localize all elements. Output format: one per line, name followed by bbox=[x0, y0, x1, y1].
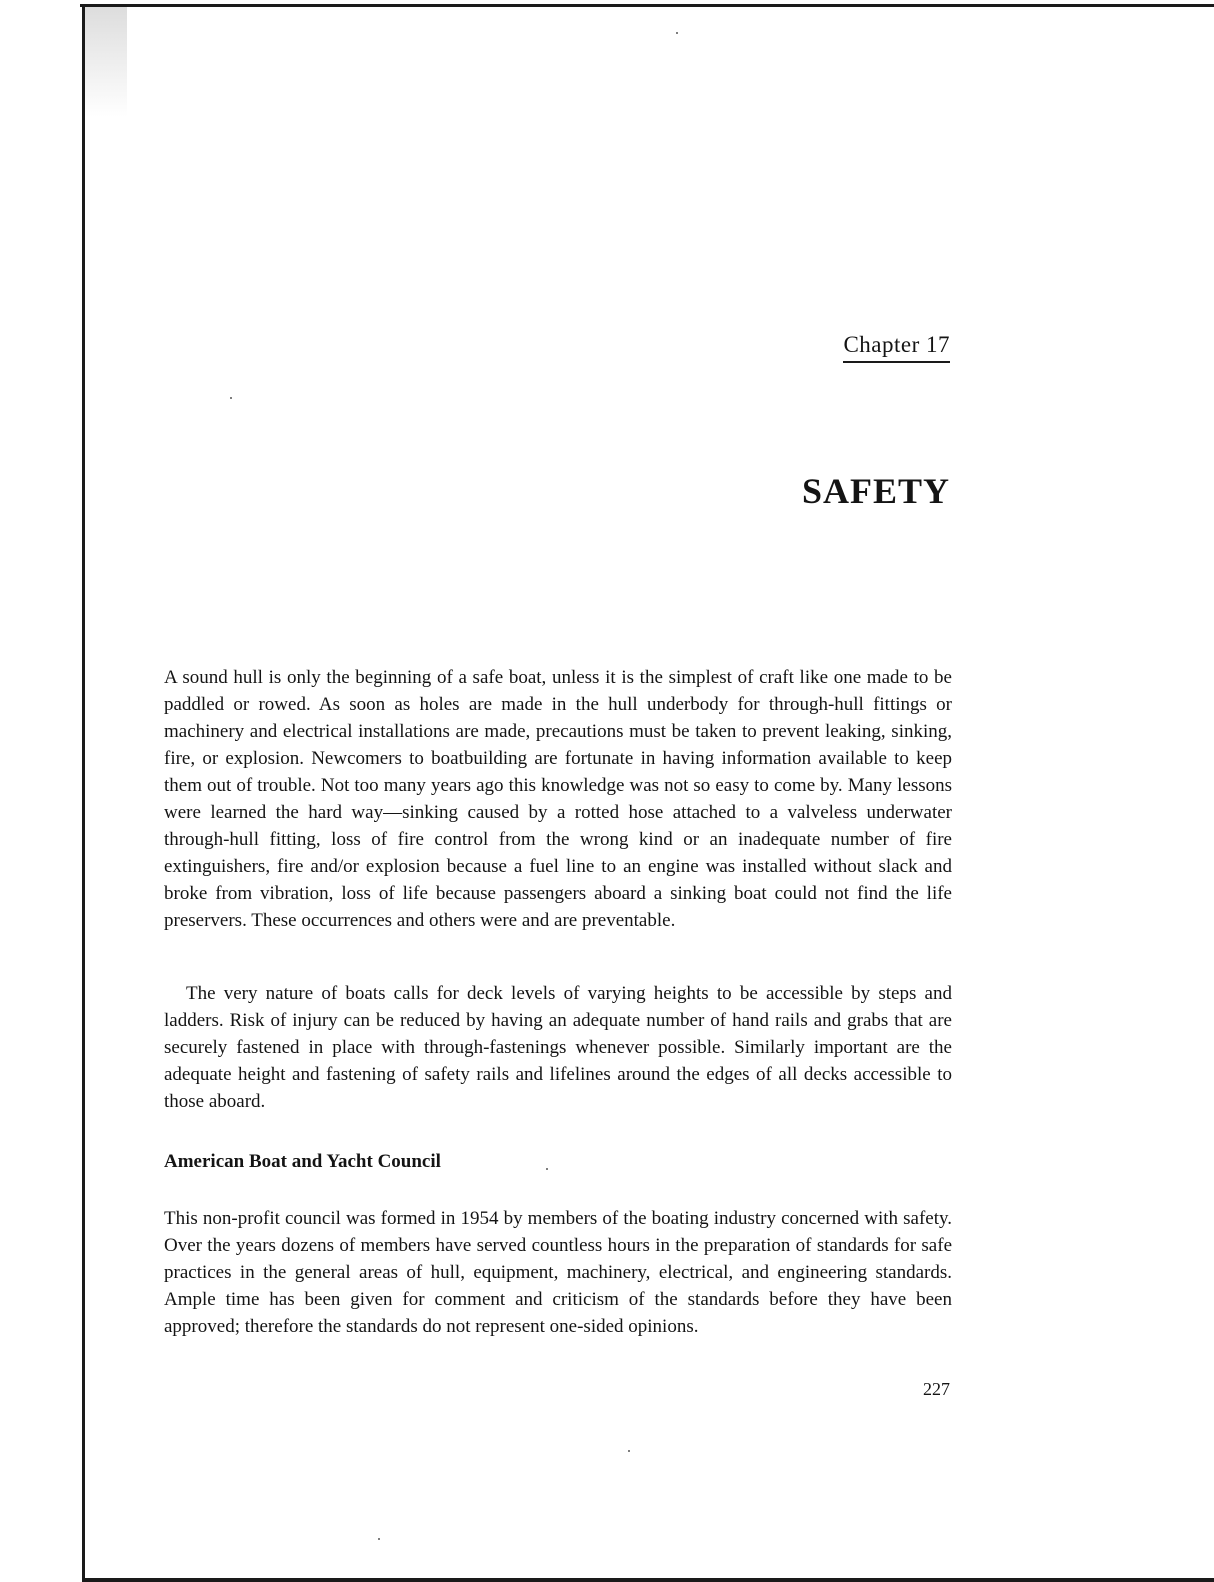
scan-edge-left bbox=[82, 4, 85, 1582]
section-paragraph bbox=[164, 1205, 952, 1340]
chapter-label: Chapter 17 bbox=[843, 332, 950, 363]
body-paragraph bbox=[164, 664, 952, 934]
scan-speck bbox=[230, 397, 232, 399]
paragraph-text: This non-profit council was formed in 1954 by members of the boating industry concerned with safety. Over the years dozens of members have served countless hours in the preparation of standards for safe practices in the general areas of hull, equipment, machinery, electrical, and engineering standards. Ample time has been given for comment and criticism of the standards before they have been approved; therefore the standards do not represent one-sided opinions. bbox=[164, 1208, 952, 1337]
section-heading: American Boat and Yacht Council bbox=[164, 1151, 441, 1172]
scan-speck bbox=[676, 32, 678, 34]
scan-speck bbox=[546, 1168, 548, 1170]
scan-speck bbox=[378, 1538, 380, 1540]
paragraph-text: The very nature of boats calls for deck levels of varying heights to be accessible by steps and ladders. Risk of injury can be reduced by having an adequate number of hand rails and grabs that are securely fastened in place with through-fastenings whenever possible. Similarly important are the adequate height and fastening of safety rails and lifelines around the edges of all decks accessible to those aboard. bbox=[164, 983, 952, 1112]
scan-speck bbox=[628, 1450, 630, 1452]
scan-edge-top bbox=[80, 4, 1214, 7]
body-paragraph bbox=[164, 980, 952, 1115]
scan-edge-bottom bbox=[82, 1578, 1214, 1582]
scan-corner-shadow bbox=[85, 7, 127, 117]
paragraph-text: A sound hull is only the beginning of a safe boat, unless it is the simplest of craft like one made to be paddled or rowed. As soon as holes are made in the hull underbody for through-hull fittings or machinery and electrical installations are made, precautions must be taken to prevent leaking, sinking, fire, or explosion. Newcomers to boatbuilding are fortunate in having information available to keep them out of trouble. Not too many years ago this knowledge was not so easy to come by. Many lessons were learned the hard way—sinking caused by a rotted hose attached to a valveless underwater through-hull fitting, loss of fire control from the wrong kind or an inadequate number of fire extinguishers, fire and/or explosion because a fuel line to an engine was installed without slack and broke from vibration, loss of life because passengers aboard a sinking boat could not find the life preservers. These occurrences and others were and are preventable. bbox=[164, 667, 952, 931]
chapter-title: SAFETY bbox=[801, 471, 950, 511]
page-number: 227 bbox=[923, 1379, 950, 1399]
